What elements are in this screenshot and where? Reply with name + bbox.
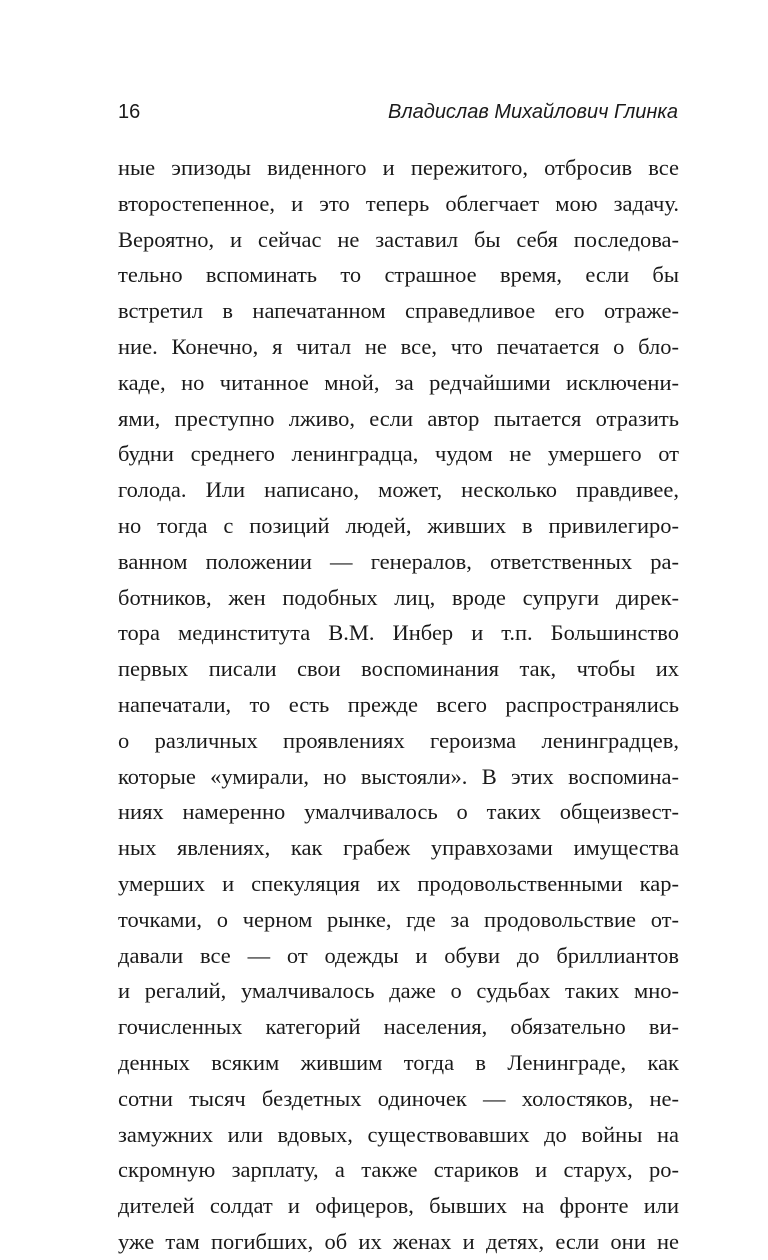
text-line: Вероятно, и сейчас не заставил бы себя последова-: [118, 226, 679, 252]
text-line: тельно вспоминать то страшное время, если бы: [118, 262, 679, 288]
text-line: ние. Конечно, я читал не все, что печатается о бло-: [118, 333, 679, 359]
text-line: но тогда с позиций людей, живших в привилегиро-: [118, 512, 679, 538]
text-line: замужних или вдовых, существовавших до войны на: [118, 1121, 679, 1147]
text-line: тора мединститута В.М. Инбер и т.п. Большинство: [118, 620, 679, 646]
text-line: каде, но читанное мной, за редчайшими исключени-: [118, 369, 679, 395]
text-line: второстепенное, и это теперь облегчает мою задачу.: [118, 190, 679, 216]
page-number: 16: [118, 101, 141, 123]
running-header: [118, 96, 678, 128]
text-line: ботников, жен подобных лиц, вроде супруги дирек-: [118, 584, 679, 610]
body-text: [118, 150, 679, 1260]
text-line: точками, о черном рынке, где за продовольствие от-: [118, 906, 679, 932]
text-line: ные эпизоды виденного и пережитого, отбросив все: [118, 155, 679, 180]
text-line: гочисленных категорий населения, обязательно ви-: [118, 1014, 679, 1040]
text-line: и регалий, умалчивалось даже о судьбах таких мно-: [118, 978, 679, 1004]
text-line: дителей солдат и офицеров, бывших на фронте или: [118, 1193, 679, 1219]
text-line: о различных проявлениях героизма ленинградцев,: [118, 727, 679, 753]
text-line: которые «умирали, но выстояли». В этих воспомина-: [118, 763, 679, 789]
text-line: уже там погибших, об их женах и детях, если они не: [118, 1228, 679, 1254]
text-line: умерших и спекуляция их продовольственными кар-: [118, 870, 679, 896]
text-line: ями, преступно лживо, если автор пытается отразить: [118, 405, 679, 431]
text-line: голода. Или написано, может, несколько правдивее,: [118, 477, 679, 503]
text-line: денных всяким жившим тогда в Ленинграде, как: [118, 1049, 679, 1075]
text-line: давали все — от одежды и обуви до бриллиантов: [118, 942, 679, 968]
text-line: ных явлениях, как грабеж управхозами имущества: [118, 835, 679, 861]
text-line: напечатали, то есть прежде всего распространялись: [118, 691, 679, 717]
text-line: ванном положении — генералов, ответственных ра-: [118, 548, 679, 574]
text-line: первых писали свои воспоминания так, чтобы их: [118, 656, 679, 682]
running-author: Владислав Михайлович Глинка: [388, 101, 678, 123]
text-line: сотни тысяч бездетных одиночек — холостяков, не-: [118, 1085, 679, 1111]
text-line: встретил в напечатанном справедливое его отраже-: [118, 298, 679, 324]
text-line: будни среднего ленинградца, чудом не умершего от: [118, 441, 679, 467]
text-line: скромную зарплату, а также стариков и старух, ро-: [118, 1157, 679, 1183]
text-line: ниях намеренно умалчивалось о таких общеизвест-: [118, 799, 679, 825]
